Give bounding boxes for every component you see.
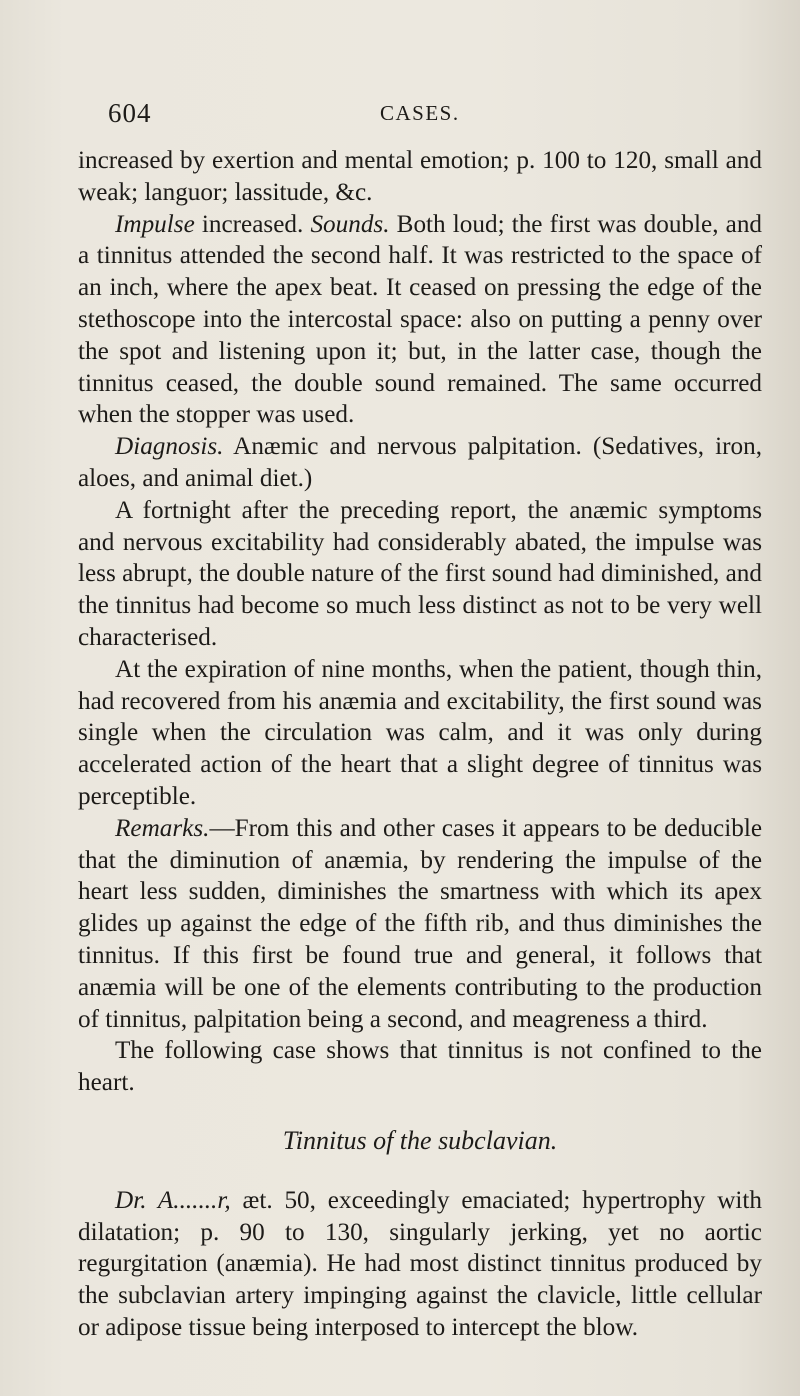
page-body [78,145,762,1344]
paragraph-diagnosis [78,431,762,495]
paragraph-text: increased. [194,210,311,238]
paragraph-text: Anæmic and nervous palpitation. (Sedatives, iron, aloes, and animal diet.) [78,433,762,492]
paragraph-continuation [78,145,762,209]
paragraph-fortnight [78,495,762,654]
paragraph-text: A fortnight after the preceding report, the anæmic symptoms and nervous excitability had considerably abated, the impulse was less abrupt, the double nature of the first sound had diminished, and the tinnitus had become so much less distinct as not to be very well characterised. [78,496,762,651]
paragraph-case [78,1185,762,1344]
diagnosis-label: Diagnosis. [115,433,224,461]
paragraph-text: æt. 50, exceedingly emaciated; hypertrophy with dilatation; p. 90 to 130, singularly jerking, yet no aortic regurgitation (anæmia). He had most distinct tinnitus produced by the subclavian artery impinging against the clavicle, little cellular or adipose tissue being interposed to intercept the blow. [78,1186,762,1341]
paragraph-nine-months [78,654,762,813]
sounds-label: Sounds. [310,210,390,238]
impulse-label: Impulse [115,210,195,238]
section-title: Tinnitus of the subclavian. [282,1125,558,1155]
paragraph-following-case [78,1035,762,1099]
paragraph-text: —From this and other cases it appears to be deducible that the diminution of anæmia, by rendering the impulse of the heart less sudden, diminishes the smartness with which its apex glides up against the edge of the fifth rib, and thus diminishes the tinnitus. If this first be found true and general, it follows that anæmia will be one of the elements contributing to the production of tinnitus, palpitation being a second, and meagreness a third. [78,814,762,1033]
remarks-label: Remarks. [115,814,210,842]
paragraph-text: The following case shows that tinnitus is not confined to the heart. [78,1037,762,1097]
paragraph-text: At the expiration of nine months, when the patient, though thin, had recovered from his anæmia and excitability, the first sound was single when the circulation was calm, and it was only during accelerated action of the heart that a slight degree of tinnitus was perceptible. [78,655,762,810]
page-number: 604 [108,98,152,128]
paragraph-impulse [78,209,762,432]
paragraph-text: Both loud; the first was double, and a tinnitus attended the second half. It was restricted to the space of an inch, where the apex beat. It ceased on pressing the edge of the stethoscope into the intercostal space: also on putting a penny over the spot and listening upon it; but, in the latter case, though the tinnitus ceased, the double sound remained. The same occurred when the stopper was used. [78,210,763,429]
paragraph-remarks [78,813,762,1036]
running-head: CASES. [380,101,460,125]
paragraph-text: increased by exertion and mental emotion; p. 100 to 120, small and weak; languor; lassitude, &c. [78,147,762,206]
page-header [108,98,728,128]
case-name: Dr. A.......r, [115,1186,231,1214]
